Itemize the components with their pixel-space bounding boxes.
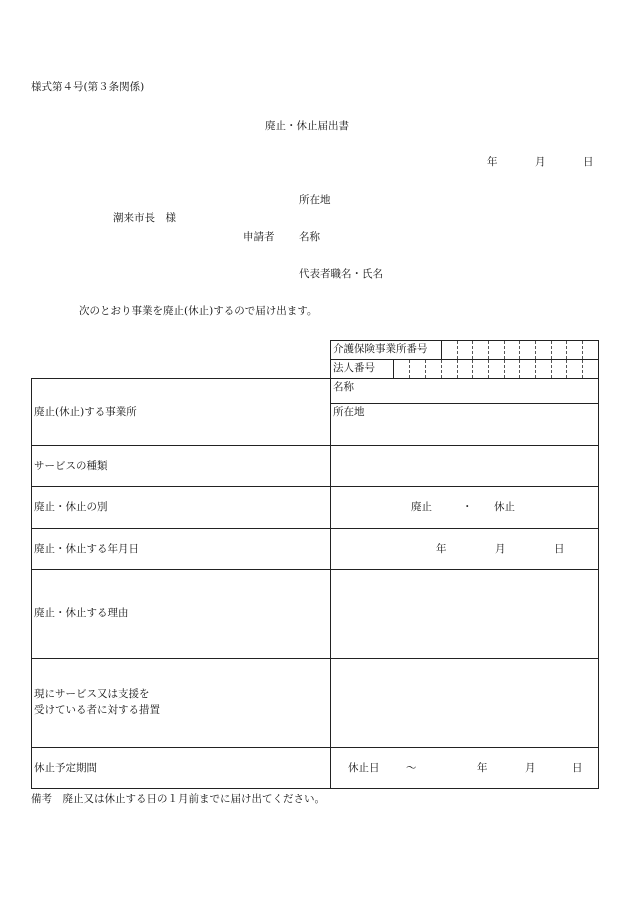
page-title: 廃止・休止届出書 xyxy=(265,120,349,132)
corporate-number-label: 法人番号 xyxy=(333,362,375,374)
abolish-suspend-type-label: 廃止・休止の別 xyxy=(34,501,108,513)
measures-field[interactable] xyxy=(331,659,598,747)
measures-label-line2: 受けている者に対する措置 xyxy=(34,704,160,716)
applicant-name-label: 名称 xyxy=(299,231,320,243)
service-type-label: サービスの種類 xyxy=(34,460,108,472)
abolish-date-label: 廃止・休止する年月日 xyxy=(34,543,139,555)
option-abolish[interactable]: 廃止 xyxy=(411,501,432,513)
date-year-label: 年 xyxy=(487,156,498,168)
abolish-date-month: 月 xyxy=(495,543,506,555)
option-separator: ・ xyxy=(462,501,473,513)
period-month: 月 xyxy=(525,762,536,774)
reason-field[interactable] xyxy=(331,570,598,658)
option-suspend[interactable]: 休止 xyxy=(494,501,515,513)
period-day: 日 xyxy=(572,762,583,774)
period-year: 年 xyxy=(477,762,488,774)
applicant-rep-label: 代表者職名・氏名 xyxy=(299,268,383,280)
reason-label: 廃止・休止する理由 xyxy=(34,607,129,619)
intro-text: 次のとおり事業を廃止(休止)するので届け出ます。 xyxy=(79,305,318,317)
date-day-label: 日 xyxy=(583,156,594,168)
addressee: 潮来市長 様 xyxy=(113,212,176,224)
office-address-label: 所在地 xyxy=(333,406,365,418)
suspension-start-label: 休止日 xyxy=(348,762,380,774)
period-tilde: ～ xyxy=(406,762,417,774)
office-name-label: 名称 xyxy=(333,381,354,393)
care-insurance-number-label: 介護保険事業所番号 xyxy=(333,343,428,355)
abolish-date-year: 年 xyxy=(436,543,447,555)
form-number: 様式第４号(第３条関係) xyxy=(31,81,145,93)
measures-label-line1: 現にサービス又は支援を xyxy=(34,688,150,700)
applicant-address-label: 所在地 xyxy=(299,194,331,206)
suspension-period-label: 休止予定期間 xyxy=(34,762,97,774)
office-row-label: 廃止(休止)する事業所 xyxy=(34,406,137,418)
note: 備考 廃止又は休止する日の１月前までに届け出てください。 xyxy=(31,793,325,805)
applicant-label: 申請者 xyxy=(243,231,275,243)
abolish-date-day: 日 xyxy=(554,543,565,555)
date-month-label: 月 xyxy=(535,156,546,168)
